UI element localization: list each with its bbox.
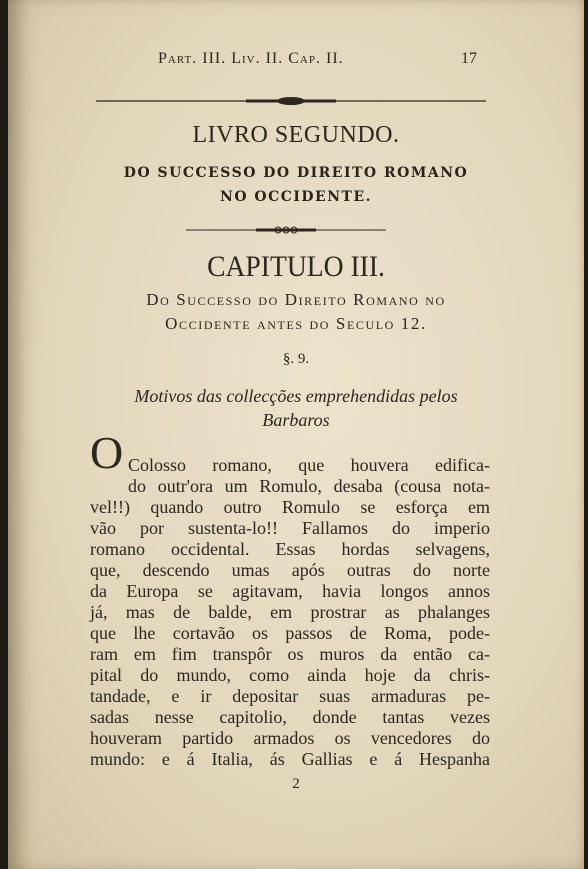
body-line: já, mas de balde, em prostrar as phalanges bbox=[90, 602, 490, 622]
body-line: que, descendo umas após outras do norte bbox=[90, 560, 490, 580]
chapter-subtitle-line1: Do Successo do Direito Romano no bbox=[146, 290, 446, 309]
body-line: vão por sustenta-lo!! Fallamos do imperio bbox=[90, 518, 490, 538]
signature-mark: 2 bbox=[292, 776, 300, 792]
middle-rule-ornament bbox=[186, 225, 386, 235]
body-line: tandade, e ir depositar suas armaduras pe- bbox=[90, 686, 490, 706]
book-title: LIVRO SEGUNDO. bbox=[192, 122, 400, 148]
body-line: vel!!) quando outro Romulo se esforça em bbox=[90, 497, 490, 517]
body-line: do outr'ora um Romulo, desaba (cousa nota- bbox=[128, 476, 490, 496]
body-line: sadas nesse capitolio, donde tantas vezes bbox=[90, 707, 490, 727]
section-title-line1: Motivos das collecções emprehendidas pelos bbox=[134, 386, 458, 406]
body-line: houveram partido armados os vencedores do bbox=[90, 728, 490, 748]
body-line: da Europa se agitavam, havia longos annos bbox=[90, 581, 490, 601]
body-line: Colosso romano, que houvera edifica- bbox=[128, 455, 490, 475]
book-page bbox=[8, 0, 584, 869]
chapter-title: CAPITULO III. bbox=[207, 250, 385, 283]
section-title-line2: Barbaros bbox=[262, 410, 330, 430]
section-mark: §. 9. bbox=[282, 351, 310, 367]
page-number: 17 bbox=[461, 50, 477, 67]
body-line: romano occidental. Essas hordas selvagens, bbox=[90, 539, 490, 559]
drop-cap: O bbox=[90, 427, 124, 478]
body-line: mundo: e á Italia, ás Gallias e á Hespanha bbox=[90, 749, 490, 769]
body-line: pital do mundo, como ainda hoje da chris- bbox=[90, 665, 490, 685]
book-subtitle-line2: NO OCCIDENTE. bbox=[220, 189, 372, 205]
chapter-subtitle-line2: Occidente antes do Seculo 12. bbox=[165, 314, 427, 333]
book-subtitle-line1: DO SUCCESSO DO DIREITO ROMANO bbox=[123, 165, 469, 181]
body-line: que lhe cortavão os passos de Roma, pode- bbox=[90, 623, 490, 643]
running-head: Part. III. Liv. II. Cap. II. bbox=[158, 50, 344, 67]
body-line: ram em fim transpôr os muros da então ca- bbox=[90, 644, 490, 664]
top-rule-ornament bbox=[96, 96, 486, 106]
